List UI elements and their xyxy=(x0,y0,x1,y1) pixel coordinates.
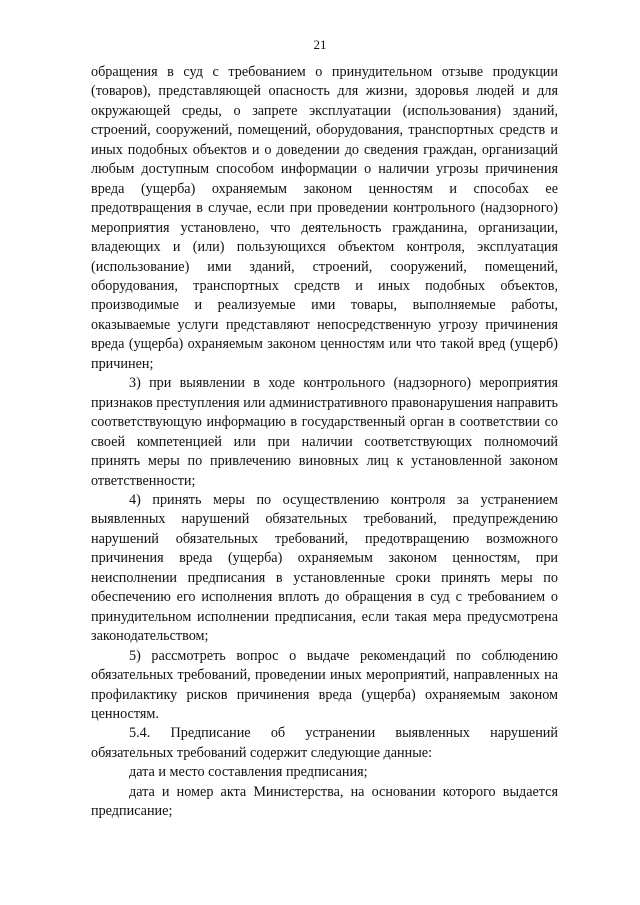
paragraph-item-3: 3) при выявлении в ходе контрольного (надзорного) мероприятия признаков преступления или административного правонарушения направить соответствующую информацию в государственный орган в соответствии со своей компетенцией или при наличии соответствующих полномочий принять меры по привлечению виновных лиц к установленной законом ответственности; xyxy=(91,375,559,489)
paragraph-continuation: обращения в суд с требованием о принудительном отзыве продукции (товаров), представляющей опасность для жизни, здоровья людей и для окружающей среды, о запрете эксплуатации (использования) зданий, строений, сооружений, помещений, оборудования, транспортных средств и иных подобных объектов и о доведении до сведения граждан, организаций любым доступным способом информации о наличии угрозы причинения вреда (ущерба) охраняемым законом ценностям и способах ее предотвращения в случае, если при проведении контрольного (надзорного) мероприятия установлено, что деятельность гражданина, организации, владеющих и (или) пользующихся объектом контроля, эксплуатация (использование) ими зданий, строений, сооружений, помещений, оборудования, транспортных средств и иных подобных объектов, производимые и реализуемые ими товары, выполняемые работы, оказываемые услуги представляют непосредственную угрозу причинения вреда (ущерба) охраняемым законом ценностям или что такой вред (ущерб) причинен; xyxy=(91,64,558,372)
paragraph-item-4: 4) принять меры по осуществлению контроля за устранением выявленных нарушений обязательных требований, предупреждению нарушений обязательных требований, предотвращению возможного причинения вреда (ущерба) охраняемым законом ценностям, при неисполнении предписания в установленные сроки принять меры по обеспечению его исполнения вплоть до обращения в суд с требованием о принудительном исполнении предписания, если такая мера предусмотрена законодательством; xyxy=(91,491,558,645)
paragraph-date-place: дата и место составления предписания; xyxy=(129,764,368,781)
document-body xyxy=(91,63,558,822)
paragraph-item-5: 5) рассмотреть вопрос о выдаче рекомендаций по соблюдению обязательных требований, проведении иных мероприятий, направленных на профилактику рисков причинения вреда (ущерба) охраняемым законом ценностям. xyxy=(91,647,558,722)
paragraph-section-5-4: 5.4. Предписание об устранении выявленных нарушений обязательных требований содержит следующие данные: xyxy=(91,725,558,761)
paragraph-act-date-number: дата и номер акта Министерства, на основании которого выдается предписание; xyxy=(91,783,558,820)
page-number: 21 xyxy=(313,37,327,52)
